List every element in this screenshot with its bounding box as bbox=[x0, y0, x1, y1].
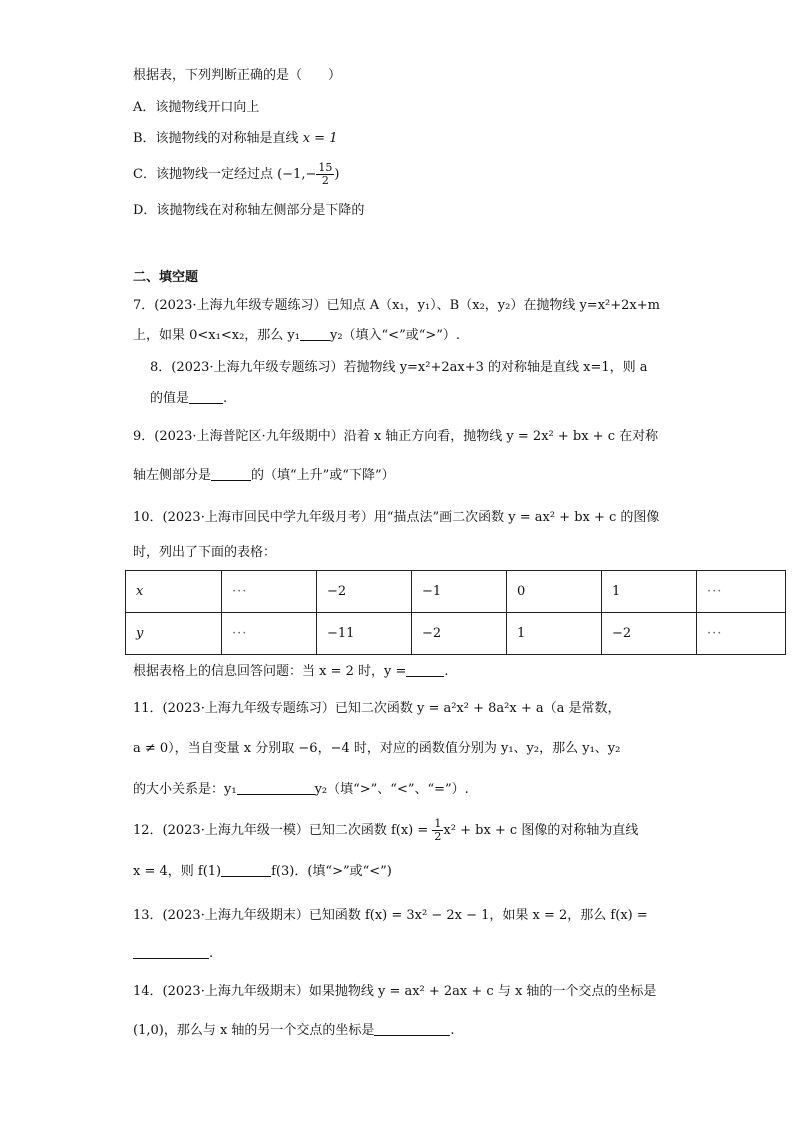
q8-answer-blank[interactable] bbox=[189, 389, 223, 404]
q11-line3 bbox=[133, 780, 469, 800]
q6-option-c bbox=[133, 160, 339, 190]
q9-line2-b: 的（填“上升”或“下降”） bbox=[251, 468, 395, 483]
q14-line2 bbox=[133, 1021, 455, 1041]
q13-line2 bbox=[133, 944, 213, 964]
q8-line2-b: . bbox=[223, 391, 228, 406]
table-header-x: x bbox=[126, 571, 222, 613]
q7-line2-b: y₂（填入“<”或“>”）. bbox=[329, 328, 461, 343]
fraction-numerator: 15 bbox=[318, 161, 333, 174]
q11-line3-a: 的大小关系是：y₁ bbox=[133, 782, 237, 797]
q12-line1-b: x² + bx + c 图像的对称轴为直线 bbox=[443, 823, 639, 838]
q9-line1: 9．(2023·上海普陀区·九年级期中）沿着 x 轴正方向看，抛物线 y = 2x² + bx + c 在对称 bbox=[133, 429, 659, 444]
q12-fraction bbox=[432, 818, 443, 843]
q10-line1: 10．(2023·上海市回民中学九年级月考）用“描点法”画二次函数 y = ax² + bx + c 的图像 bbox=[133, 510, 660, 525]
q14-line2-a: (1,0)，那么与 x 轴的另一个交点的坐标是 bbox=[133, 1023, 375, 1038]
q8-line1: 8．(2023·上海九年级专题练习）若抛物线 y=x²+2ax+3 的对称轴是直线 x=1，则 a bbox=[150, 360, 648, 375]
q8-line2 bbox=[150, 389, 227, 409]
q12-line2-a: x = 4，则 f(1) bbox=[133, 864, 222, 879]
table-row-x bbox=[126, 571, 786, 613]
q11-line1: 11．(2023·上海九年级专题练习）已知二次函数 y = a²x² + 8a²x + a（a 是常数， bbox=[133, 701, 621, 716]
fraction-numerator: 1 bbox=[434, 817, 442, 830]
q6-option-d: D．该抛物线在对称轴左侧部分是下降的 bbox=[133, 203, 365, 218]
q6-option-c-close: ) bbox=[334, 167, 340, 182]
q9-line2 bbox=[133, 466, 395, 486]
q9-line2-a: 轴左侧部分是 bbox=[133, 468, 212, 483]
q13-answer-blank[interactable] bbox=[133, 944, 209, 959]
q7-line2-a: 上，如果 0<x₁<x₂，那么 y₁ bbox=[133, 328, 300, 343]
q6-option-b-text: B．该抛物线的对称轴是直线 bbox=[133, 131, 299, 146]
q10-line2: 时，列出了下面的表格： bbox=[133, 545, 277, 560]
q12-line1-a: 12．(2023·上海九年级一模）已知二次函数 f(x) = bbox=[133, 823, 429, 838]
q10-line3-b: . bbox=[444, 664, 449, 679]
q6-option-a: A．该抛物线开口向上 bbox=[133, 100, 260, 115]
q12-line1 bbox=[133, 816, 638, 846]
q11-line3-b: y₂（填“>”、“<”、“=”）. bbox=[314, 782, 469, 797]
q12-answer-blank[interactable] bbox=[221, 862, 271, 877]
section-heading: 二、填空题 bbox=[133, 270, 199, 285]
q14-line2-b: . bbox=[450, 1023, 455, 1038]
q12-line2 bbox=[133, 862, 392, 882]
q14-line1: 14．(2023·上海九年级期末）如果抛物线 y = ax² + 2ax + c 与 x 轴的一个交点的坐标是 bbox=[133, 984, 657, 999]
q6-option-b bbox=[133, 129, 337, 149]
q6-stem: 根据表，下列判断正确的是（ ） bbox=[133, 68, 342, 83]
q13-line2-b: . bbox=[209, 946, 214, 961]
table-cell: ··· bbox=[222, 613, 317, 655]
q10-line3 bbox=[133, 662, 449, 682]
fraction-denominator: 2 bbox=[434, 830, 442, 843]
q6-option-c-fraction bbox=[316, 162, 334, 187]
q6-option-c-open: (−1,− bbox=[277, 167, 317, 182]
q6-option-c-text: C．该抛物线一定经过点 bbox=[133, 167, 273, 182]
table-cell: 0 bbox=[507, 571, 602, 613]
q7-answer-blank[interactable] bbox=[300, 326, 330, 341]
value-table bbox=[125, 570, 786, 655]
table-header-y: y bbox=[126, 613, 222, 655]
table-cell: 1 bbox=[602, 571, 697, 613]
fraction-denominator: 2 bbox=[321, 174, 329, 187]
q13-line1: 13．(2023·上海九年级期末）已知函数 f(x) = 3x² − 2x − 1，如果 x = 2，那么 f(x) = bbox=[133, 908, 648, 923]
q7-line2 bbox=[133, 326, 460, 346]
table-cell: −2 bbox=[602, 613, 697, 655]
q9-answer-blank[interactable] bbox=[211, 466, 251, 481]
table-cell: ··· bbox=[697, 571, 786, 613]
table-cell: −1 bbox=[412, 571, 507, 613]
table-cell: ··· bbox=[697, 613, 786, 655]
q11-answer-blank[interactable] bbox=[237, 780, 315, 795]
q11-line2: a ≠ 0），当自变量 x 分别取 −6，−4 时，对应的函数值分别为 y₁、y₂，那么 y₁、y₂ bbox=[133, 741, 621, 756]
table-row-y bbox=[126, 613, 786, 655]
q14-answer-blank[interactable] bbox=[374, 1021, 450, 1036]
q6-option-b-math: x = 1 bbox=[302, 131, 338, 146]
table-cell: −2 bbox=[412, 613, 507, 655]
q12-line2-b: f(3)．(填“>”或“<”) bbox=[271, 864, 392, 879]
table-cell: −2 bbox=[317, 571, 412, 613]
q10-line3-a: 根据表格上的信息回答问题：当 x = 2 时，y = bbox=[133, 664, 407, 679]
q10-answer-blank[interactable] bbox=[406, 662, 444, 677]
table-cell: ··· bbox=[222, 571, 317, 613]
q7-line1: 7．(2023·上海九年级专题练习）已知点 A（x₁，y₁）、B（x₂，y₂）在抛物线 y=x²+2x+m bbox=[133, 298, 660, 313]
table-cell: −11 bbox=[317, 613, 412, 655]
table-cell: 1 bbox=[507, 613, 602, 655]
q8-line2-a: 的值是 bbox=[150, 391, 190, 406]
